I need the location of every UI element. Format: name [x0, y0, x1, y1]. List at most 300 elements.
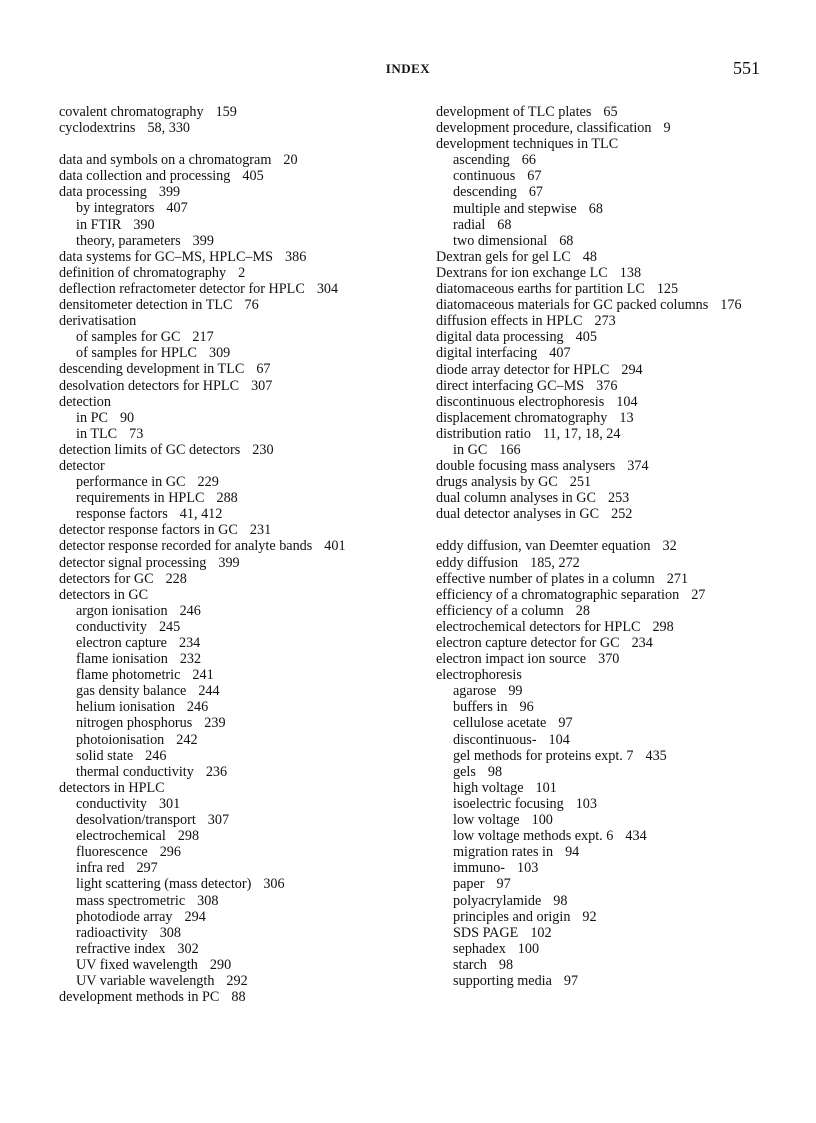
index-subentry	[59, 828, 409, 844]
page-reference: 98	[553, 892, 568, 909]
index-term: isoelectric focusing	[453, 795, 564, 812]
index-entry	[59, 168, 409, 184]
index-subentry	[436, 780, 766, 796]
page-reference: 185, 272	[530, 554, 580, 571]
page-reference: 67	[528, 184, 544, 201]
page-reference: 307	[251, 377, 273, 394]
index-entry	[436, 136, 766, 152]
page-reference: 386	[285, 248, 307, 265]
index-entry	[436, 410, 766, 426]
page-reference: 308	[159, 924, 181, 941]
index-subentry	[436, 925, 766, 941]
index-term: desolvation/transport	[76, 812, 196, 829]
index-term: radioactivity	[76, 924, 148, 941]
index-subentry	[436, 201, 766, 217]
page-reference: 68	[588, 200, 603, 217]
page-reference: 407	[166, 200, 188, 217]
page-reference: 11, 17, 18, 24	[542, 425, 621, 442]
index-entry	[436, 490, 766, 506]
index-entry	[436, 378, 766, 394]
page-reference: 399	[218, 554, 240, 571]
page-reference: 97	[496, 876, 511, 893]
page-reference: 239	[204, 715, 226, 732]
index-term: detectors in GC	[59, 586, 149, 603]
index-term: flame ionisation	[76, 651, 168, 668]
index-term: of samples for GC	[76, 329, 181, 346]
page-reference: 166	[499, 441, 521, 458]
index-term: detector response factors in GC	[59, 522, 238, 539]
index-entry	[436, 426, 766, 442]
index-subentry	[59, 699, 409, 715]
index-entry	[59, 104, 409, 120]
index-term: electron capture detector for GC	[436, 635, 620, 651]
page-reference: 376	[596, 377, 618, 394]
index-entry	[59, 587, 409, 603]
index-subentry	[59, 619, 409, 635]
index-term: development procedure, classification	[436, 120, 652, 137]
index-entry	[59, 313, 409, 329]
index-term: electrophoresis	[436, 667, 522, 684]
index-term: radial	[453, 216, 486, 233]
index-subentry	[436, 764, 766, 780]
index-term: double focusing mass analysers	[436, 458, 616, 475]
page-reference: 407	[549, 345, 571, 362]
index-subentry	[436, 876, 766, 892]
page-reference: 9	[663, 120, 671, 137]
index-subentry	[436, 732, 766, 748]
page-reference: 434	[625, 828, 647, 845]
index-entry	[436, 281, 766, 297]
index-entry	[59, 281, 409, 297]
index-subentry	[436, 217, 766, 233]
index-term: diatomaceous materials for GC packed columns	[436, 297, 709, 314]
page-reference: 68	[559, 232, 574, 249]
page-reference: 94	[565, 844, 580, 861]
index-entry	[436, 587, 766, 603]
page-reference: 13	[619, 409, 634, 426]
index-term: paper	[453, 876, 485, 893]
page-reference: 97	[558, 715, 573, 732]
page-reference: 253	[607, 490, 630, 507]
page-reference: 241	[192, 667, 214, 684]
index-subentry	[59, 217, 409, 233]
index-subentry	[59, 925, 409, 941]
page-reference: 370	[598, 651, 620, 668]
index-subentry	[59, 844, 409, 860]
page-reference: 246	[186, 699, 209, 716]
page-reference: 2	[238, 264, 246, 281]
index-entry	[436, 571, 766, 587]
index-term: descending	[453, 184, 517, 201]
page-reference: 290	[209, 956, 232, 973]
index-term: two dimensional	[453, 232, 548, 249]
index-term: digital data processing	[436, 329, 564, 346]
index-entry	[59, 780, 409, 796]
index-term: electrochemical	[76, 828, 166, 845]
index-term: eddy diffusion	[436, 554, 519, 571]
page-reference: 296	[159, 844, 181, 861]
page-reference: 301	[158, 795, 181, 812]
index-term: photoionisation	[76, 731, 165, 748]
page-reference: 104	[616, 393, 638, 410]
page-reference: 304	[316, 280, 339, 297]
index-subentry	[59, 796, 409, 812]
index-term: SDS PAGE	[453, 924, 519, 941]
page-reference: 374	[627, 458, 649, 475]
index-term: Dextran gels for gel LC	[436, 248, 571, 265]
page-reference: 236	[205, 763, 228, 780]
index-entry	[59, 152, 409, 168]
index-subentry	[59, 812, 409, 828]
index-term: UV fixed wavelength	[76, 956, 198, 973]
page-reference: 401	[324, 538, 346, 555]
page-reference: 96	[519, 699, 534, 716]
index-term: discontinuous-	[453, 731, 537, 748]
index-entry	[436, 265, 766, 281]
index-subentry	[59, 329, 409, 345]
page-reference: 308	[197, 892, 219, 909]
page-reference: 48	[582, 248, 597, 265]
index-term: refractive index	[76, 940, 166, 957]
index-entry	[436, 635, 766, 651]
index-term: dual column analyses in GC	[436, 490, 596, 507]
page-reference: 298	[177, 828, 200, 845]
index-subentry	[436, 442, 766, 458]
index-term: multiple and stepwise	[453, 200, 577, 217]
index-term: desolvation detectors for HPLC	[59, 377, 240, 394]
index-column-right	[436, 104, 766, 989]
index-subentry	[436, 699, 766, 715]
index-term: descending development in TLC	[59, 361, 245, 378]
index-entry	[436, 249, 766, 265]
page-reference: 92	[582, 908, 597, 925]
index-term: discontinuous electrophoresis	[436, 393, 605, 410]
index-term: in PC	[76, 409, 108, 426]
index-term: UV variable wavelength	[76, 972, 215, 989]
index-term: of samples for HPLC	[76, 345, 197, 362]
index-entry	[59, 989, 409, 1005]
index-term: detector response recorded for analyte bands	[59, 538, 313, 555]
index-entry	[59, 442, 409, 458]
page-reference: 125	[656, 281, 679, 298]
index-term: detector signal processing	[59, 554, 207, 571]
page-reference: 435	[645, 747, 667, 764]
index-subentry	[59, 973, 409, 989]
page-reference: 67	[527, 168, 542, 185]
index-subentry	[436, 957, 766, 973]
index-subentry	[436, 893, 766, 909]
index-entry	[436, 329, 766, 345]
page-reference: 246	[179, 602, 201, 619]
page-reference: 231	[249, 522, 272, 539]
page-reference: 58, 330	[147, 120, 190, 137]
index-term: buffers in	[453, 699, 508, 716]
index-term: gas density balance	[76, 683, 187, 700]
index-entry	[436, 603, 766, 619]
index-term: light scattering (mass detector)	[76, 876, 252, 893]
index-term: eddy diffusion, van Deemter equation	[436, 538, 651, 555]
index-term: agarose	[453, 683, 497, 700]
index-term: detection limits of GC detectors	[59, 441, 241, 458]
page-reference: 245	[158, 618, 181, 635]
index-entry	[59, 184, 409, 200]
index-term: high voltage	[453, 779, 524, 796]
page-reference: 302	[177, 940, 199, 957]
page-reference: 399	[192, 232, 214, 249]
index-term: Dextrans for ion exchange LC	[436, 264, 608, 281]
index-term: photodiode array	[76, 908, 173, 925]
page-reference: 230	[252, 441, 274, 458]
page-reference: 66	[521, 152, 536, 169]
index-term: gels	[453, 763, 476, 780]
index-term: in TLC	[76, 425, 118, 442]
section-gap	[59, 136, 409, 152]
index-subentry	[436, 796, 766, 812]
page-reference: 234	[178, 635, 201, 651]
page-reference: 41, 412	[179, 506, 223, 523]
page-reference: 234	[631, 635, 653, 651]
index-term: cyclodextrins	[59, 120, 136, 137]
index-term: mass spectrometric	[76, 892, 186, 909]
index-term: conductivity	[76, 795, 147, 812]
page-reference: 246	[145, 747, 167, 764]
index-subentry	[436, 168, 766, 184]
index-subentry	[436, 941, 766, 957]
page-reference: 103	[575, 795, 597, 812]
index-subentry	[59, 233, 409, 249]
index-subentry	[436, 184, 766, 200]
index-subentry	[59, 748, 409, 764]
index-term: direct interfacing GC–MS	[436, 377, 585, 394]
index-term: electron impact ion source	[436, 651, 587, 668]
index-term: displacement chromatography	[436, 409, 608, 426]
index-term: distribution ratio	[436, 425, 531, 442]
index-term: data processing	[59, 184, 147, 201]
index-term: continuous	[453, 168, 516, 185]
index-subentry	[59, 410, 409, 426]
index-entry	[59, 538, 409, 554]
index-term: gel methods for proteins expt. 7	[453, 747, 634, 764]
index-subentry	[59, 893, 409, 909]
index-entry	[59, 378, 409, 394]
section-gap	[436, 522, 766, 538]
index-term: covalent chromatography	[59, 104, 204, 120]
index-term: digital interfacing	[436, 345, 538, 362]
page-reference: 298	[652, 618, 674, 635]
index-subentry	[436, 152, 766, 168]
page-reference: 242	[176, 731, 198, 748]
index-subentry	[436, 715, 766, 731]
index-term: electron capture	[76, 635, 167, 651]
index-term: data systems for GC–MS, HPLC–MS	[59, 248, 274, 265]
page-reference: 228	[165, 570, 187, 587]
page-reference: 99	[508, 683, 523, 700]
page-reference: 88	[231, 989, 246, 1006]
page-reference: 97	[563, 972, 579, 989]
page-reference: 217	[192, 329, 214, 346]
page-reference: 27	[691, 586, 706, 603]
index-term: by integrators	[76, 200, 155, 217]
index-entry	[436, 651, 766, 667]
index-term: migration rates in	[453, 844, 554, 861]
index-term: electrochemical detectors for HPLC	[436, 618, 641, 635]
index-term: detectors in HPLC	[59, 779, 165, 796]
index-entry	[436, 297, 766, 313]
page-reference: 271	[666, 570, 689, 587]
page-reference: 405	[575, 329, 597, 346]
index-term: nitrogen phosphorus	[76, 715, 193, 732]
index-entry	[436, 120, 766, 136]
index-subentry	[59, 715, 409, 731]
index-entry	[436, 667, 766, 683]
index-term: cellulose acetate	[453, 715, 547, 732]
page-reference: 390	[133, 216, 155, 233]
index-term: flame photometric	[76, 667, 181, 684]
page-reference: 399	[158, 184, 181, 201]
index-subentry	[59, 683, 409, 699]
index-entry	[59, 249, 409, 265]
index-term: dual detector analyses in GC	[436, 506, 600, 523]
page-reference: 102	[530, 924, 552, 941]
index-entry	[436, 538, 766, 554]
page-number: 551	[733, 58, 760, 78]
page-reference: 159	[215, 104, 237, 120]
index-term: definition of chromatography	[59, 264, 227, 281]
index-subentry	[59, 876, 409, 892]
page-reference: 405	[242, 168, 264, 185]
index-subentry	[59, 506, 409, 522]
index-term: polyacrylamide	[453, 892, 542, 909]
index-subentry	[59, 474, 409, 490]
index-subentry	[436, 233, 766, 249]
index-term: detection	[59, 393, 111, 410]
page-reference: 68	[497, 216, 512, 233]
index-term: solid state	[76, 747, 134, 764]
index-term: principles and origin	[453, 908, 571, 925]
page-reference: 98	[487, 763, 503, 780]
index-term: in FTIR	[76, 216, 122, 233]
index-term: infra red	[76, 860, 125, 877]
index-term: thermal conductivity	[76, 763, 194, 780]
index-subentry	[59, 860, 409, 876]
page-reference: 294	[621, 361, 643, 378]
page-reference: 65	[603, 104, 618, 120]
page-reference: 288	[216, 490, 238, 507]
page-reference: 28	[575, 602, 590, 619]
page-reference: 100	[517, 940, 540, 957]
index-subentry	[59, 732, 409, 748]
index-subentry	[436, 860, 766, 876]
index-subentry	[59, 941, 409, 957]
index-term: helium ionisation	[76, 699, 175, 716]
index-term: low voltage methods expt. 6	[453, 828, 614, 845]
index-term: data and symbols on a chromatogram	[59, 152, 272, 169]
index-term: in GC	[453, 441, 488, 458]
index-term: efficiency of a column	[436, 602, 564, 619]
index-entry	[59, 394, 409, 410]
index-subentry	[59, 764, 409, 780]
index-subentry	[59, 909, 409, 925]
page-reference: 67	[256, 361, 271, 378]
page-reference: 251	[569, 474, 592, 491]
index-term: starch	[453, 956, 487, 973]
index-term: detectors for GC	[59, 570, 154, 587]
index-term: densitometer detection in TLC	[59, 297, 233, 314]
index-term: drugs analysis by GC	[436, 474, 558, 491]
index-subentry	[59, 200, 409, 216]
index-term: requirements in HPLC	[76, 490, 205, 507]
index-term: sephadex	[453, 940, 506, 957]
index-term: data collection and processing	[59, 168, 231, 185]
index-term: diffusion effects in HPLC	[436, 313, 583, 330]
index-term: development techniques in TLC	[436, 136, 619, 153]
index-entry	[436, 619, 766, 635]
page-reference: 306	[263, 876, 285, 893]
index-term: derivatisation	[59, 313, 137, 330]
index-term: argon ionisation	[76, 602, 168, 619]
page-reference: 100	[531, 812, 553, 829]
index-subentry	[59, 603, 409, 619]
index-subentry	[59, 426, 409, 442]
index-entry	[436, 394, 766, 410]
page-reference: 244	[198, 683, 220, 700]
page-reference: 176	[720, 297, 742, 314]
index-entry	[436, 555, 766, 571]
index-subentry	[436, 812, 766, 828]
index-term: response factors	[76, 506, 168, 523]
index-entry	[436, 345, 766, 361]
index-entry	[436, 362, 766, 378]
page-reference: 32	[662, 538, 677, 555]
page-reference: 20	[283, 152, 298, 169]
index-entry	[59, 120, 409, 136]
index-term: development of TLC plates	[436, 104, 592, 120]
index-term: fluorescence	[76, 844, 148, 861]
index-term: immuno-	[453, 860, 506, 877]
page-reference: 101	[535, 779, 557, 796]
page-reference: 229	[197, 474, 219, 491]
index-term: deflection refractometer detector for HPLC	[59, 280, 305, 297]
index-entry	[59, 571, 409, 587]
index-term: conductivity	[76, 618, 147, 635]
index-entry	[59, 458, 409, 474]
page-reference: 294	[184, 908, 206, 925]
index-entry	[59, 522, 409, 538]
index-term: theory, parameters	[76, 232, 181, 249]
index-subentry	[59, 957, 409, 973]
index-subentry	[59, 345, 409, 361]
index-term: development methods in PC	[59, 989, 220, 1006]
index-term: ascending	[453, 152, 510, 169]
index-subentry	[436, 828, 766, 844]
page-reference: 104	[548, 731, 570, 748]
index-entry	[436, 474, 766, 490]
page-reference: 103	[517, 860, 539, 877]
index-entry	[436, 313, 766, 329]
index-term: diatomaceous earths for partition LC	[436, 281, 645, 298]
index-entry	[59, 361, 409, 377]
page-reference: 73	[129, 425, 144, 442]
page-reference: 138	[619, 264, 642, 281]
index-entry	[59, 265, 409, 281]
page-reference: 232	[179, 651, 202, 668]
index-subentry	[59, 651, 409, 667]
index-term: performance in GC	[76, 474, 186, 491]
index-entry	[59, 297, 409, 313]
page-reference: 76	[244, 297, 259, 314]
page-reference: 307	[207, 812, 230, 829]
page-reference: 90	[119, 409, 135, 426]
